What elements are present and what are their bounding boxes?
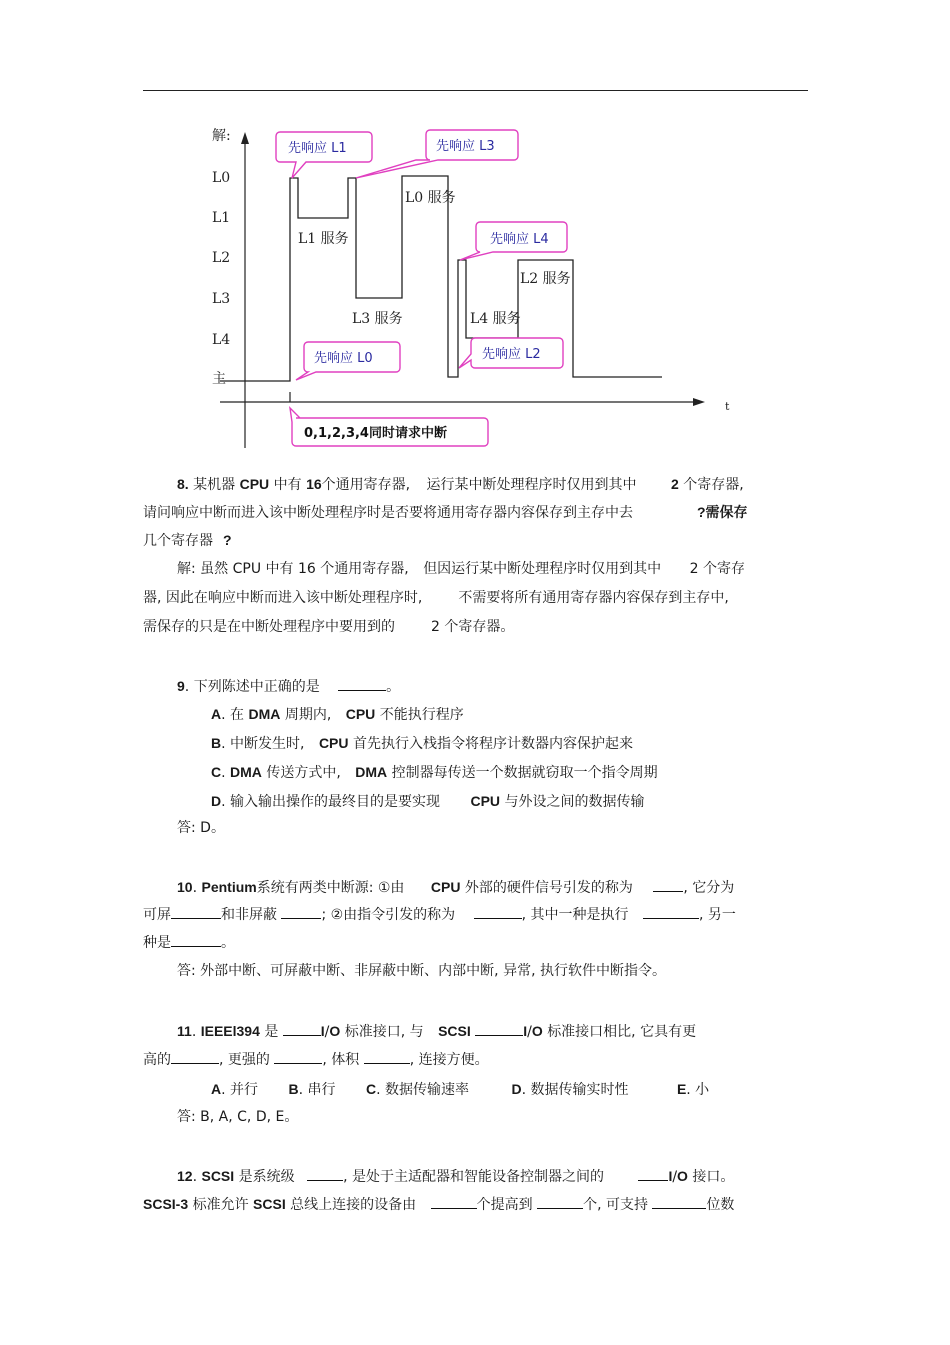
callout-l0-text: 先响应 L0 xyxy=(314,351,373,366)
q8-answer-text: 16 xyxy=(298,561,316,577)
x-axis-arrow xyxy=(693,398,705,406)
q11-text: / xyxy=(324,1024,330,1040)
q8-text: 中有 xyxy=(273,477,302,493)
q9-answer xyxy=(143,818,842,838)
q11-text: O xyxy=(531,1023,543,1039)
q11-blank-5 xyxy=(364,1049,410,1064)
callout-l2-text: 先响应 L2 xyxy=(482,347,541,362)
q8-number: 8. xyxy=(177,476,189,492)
q9-option-text: DMA xyxy=(248,706,281,722)
q9-option-text: CPU xyxy=(470,793,501,809)
q12-text: 接口。 xyxy=(692,1169,735,1185)
callout-l1-text: 先响应 L1 xyxy=(288,141,347,156)
q9-option-text: 与外设之间的数据传输 xyxy=(504,794,645,810)
q10-text: 种是 xyxy=(143,935,171,951)
q9-text: 。 xyxy=(386,679,401,695)
q12-text: 总线上连接的设备由 xyxy=(290,1197,417,1213)
q10-line-2 xyxy=(143,904,808,925)
q11-option-text: . 串行 xyxy=(298,1082,336,1098)
q11-answer xyxy=(143,1107,842,1127)
q10-text: Pentium xyxy=(201,879,257,895)
q11-line-1 xyxy=(143,1021,842,1042)
q11-text: , 体积 xyxy=(322,1052,360,1068)
service-label-l1: L1 服务 xyxy=(298,231,349,247)
q12-text: 是系统级 xyxy=(238,1169,295,1185)
q11-blank-4 xyxy=(274,1049,322,1064)
q11-text: SCSI xyxy=(438,1023,471,1039)
q9-option-text: 传送方式中, xyxy=(266,765,341,781)
q11-option-key: A xyxy=(211,1081,222,1097)
callout-l1 xyxy=(276,132,372,178)
callout-bottom-text: 0,1,2,3,4同时请求中断 xyxy=(304,426,447,441)
q8-answer-text: 解: xyxy=(177,561,196,577)
service-label-l3: L3 服务 xyxy=(352,311,403,327)
service-label-l4: L4 服务 xyxy=(470,311,521,327)
q8-answer-text: 器, 因此在响应中断而进入该中断处理程序时, xyxy=(143,590,423,606)
q9-option-d xyxy=(143,791,876,812)
q11-option-text: . 数据传输实时性 xyxy=(521,1082,629,1098)
q8-answer-3 xyxy=(143,617,808,637)
q9-stem xyxy=(143,676,842,697)
q12-text: / xyxy=(672,1169,678,1185)
service-label-l2: L2 服务 xyxy=(520,271,571,287)
q9-number: 9 xyxy=(177,678,185,694)
q12-number: 12 xyxy=(177,1168,193,1184)
y-axis-arrow xyxy=(241,132,249,144)
q9-option-text: 首先执行入栈指令将程序计数器内容保护起来 xyxy=(352,736,633,752)
callout-l2 xyxy=(459,338,563,368)
q10-text: , 另一 xyxy=(698,907,736,923)
q9-option-text: 不能执行程序 xyxy=(379,707,464,723)
q11-text: 标准接口相比, 它具有更 xyxy=(547,1024,697,1040)
q11-text: / xyxy=(527,1024,532,1040)
q11-text: 标准接口, 与 xyxy=(344,1024,424,1040)
q11-options xyxy=(143,1079,876,1100)
q8-text: 个通用寄存器, xyxy=(321,477,411,493)
q12-blank-1 xyxy=(307,1166,343,1181)
callout-l4-text: 先响应 L4 xyxy=(490,232,549,247)
q11-text: O xyxy=(329,1023,341,1039)
q11-option-key: E xyxy=(676,1081,687,1097)
q9-option-key: C xyxy=(211,764,222,780)
q8-answer-text: 中有 xyxy=(265,561,294,577)
q11-text: I xyxy=(523,1023,528,1039)
q9-option-c xyxy=(143,762,876,783)
q10-answer xyxy=(143,961,842,981)
q11-option-key: C xyxy=(365,1081,377,1097)
q11-answer-text: 答: B, A, C, D, E。 xyxy=(177,1109,299,1125)
q12-text: 个, 可支持 xyxy=(583,1197,648,1213)
level-label-main: 主 xyxy=(212,371,226,387)
q9-option-text: . 在 xyxy=(221,707,245,723)
q12-line-1 xyxy=(143,1166,842,1187)
q9-option-text: DMA xyxy=(355,764,388,780)
q9-option-b xyxy=(143,733,876,754)
q10-blank-6 xyxy=(171,932,221,947)
q12-blank-3 xyxy=(431,1194,477,1209)
q8-text: ?需保存 xyxy=(697,504,748,520)
q10-blank-3 xyxy=(281,904,321,919)
q10-text: ; ②由指令引发的称为 xyxy=(321,907,456,923)
q10-text: . xyxy=(192,880,198,896)
q8-answer-text: 不需要将所有通用寄存器内容保存到主存中, xyxy=(458,590,729,606)
q11-text: I xyxy=(320,1023,325,1039)
q9-option-key: B xyxy=(211,735,222,751)
q11-blank-2 xyxy=(475,1021,523,1036)
q10-blank-1 xyxy=(653,877,683,892)
header-rule xyxy=(143,90,808,91)
q11-text: , 更强的 xyxy=(219,1052,270,1068)
callout-l3 xyxy=(356,130,518,178)
q12-text: SCSI xyxy=(253,1196,286,1212)
q11-option-text: . 数据传输速率 xyxy=(376,1082,469,1098)
q8-answer-text: CPU xyxy=(232,561,262,577)
q10-text: 系统有两类中断源: ①由 xyxy=(256,880,405,896)
q9-text: . 下列陈述中正确的是 xyxy=(184,679,320,695)
q9-option-text: . 中断发生时, xyxy=(221,736,305,752)
q8-num2: 2 xyxy=(671,476,679,492)
q8-answer-text: 需保存的只是在中断处理程序中要用到的 xyxy=(143,619,395,635)
q11-text: 是 xyxy=(264,1024,279,1040)
q8-text: 某机器 xyxy=(193,477,236,493)
q10-text: 。 xyxy=(221,935,235,951)
q8-text: ? xyxy=(223,532,232,548)
q8-answer-1 xyxy=(143,559,842,579)
q8-answer-text: 2 个寄存器。 xyxy=(431,619,515,635)
q12-blank-4 xyxy=(537,1194,583,1209)
q11-option-text: . 小 xyxy=(686,1082,710,1098)
q8-answer-2 xyxy=(143,588,808,608)
q8-answer-text: 个寄存 xyxy=(703,561,746,577)
q10-text: CPU xyxy=(430,879,461,895)
q8-line-1 xyxy=(143,474,842,495)
q10-text: , 它分为 xyxy=(683,880,735,896)
q10-number: 10 xyxy=(177,879,193,895)
q10-text: 和非屏蔽 xyxy=(221,907,277,923)
q12-text: SCSI-3 xyxy=(143,1196,189,1212)
t-label: t xyxy=(725,400,730,413)
q8-answer-text: 虽然 xyxy=(200,561,229,577)
q11-option-key: B xyxy=(288,1081,299,1097)
callout-bottom xyxy=(290,408,488,446)
q8-answer-text: 个通用寄存器, xyxy=(320,561,409,577)
q12-text: , 是处于主适配器和智能设备控制器之间的 xyxy=(343,1169,604,1185)
q8-line-2 xyxy=(143,502,808,523)
q11-text: , 连接方便。 xyxy=(409,1052,489,1068)
service-label-l0: L0 服务 xyxy=(405,190,456,206)
q9-blank xyxy=(338,676,386,691)
q10-text: 外部的硬件信号引发的称为 xyxy=(464,880,633,896)
q8-text: 请问响应中断而进入该中断处理程序时是否要将通用寄存器内容保存到主存中去 xyxy=(143,505,633,521)
q11-blank-1 xyxy=(283,1021,321,1036)
q12-text: I xyxy=(668,1168,673,1184)
q10-line-1 xyxy=(143,877,842,898)
callout-l0 xyxy=(296,342,400,380)
level-label-l0: L0 xyxy=(212,170,231,186)
level-label-l3: L3 xyxy=(212,291,231,307)
callout-l4 xyxy=(460,222,567,260)
q11-line-2 xyxy=(143,1049,808,1070)
q8-text: 运行某中断处理程序时仅用到其中 xyxy=(426,477,637,493)
q11-text: IEEEl394 xyxy=(200,1023,260,1039)
q8-line-3 xyxy=(143,530,808,551)
q10-blank-5 xyxy=(643,904,699,919)
q12-blank-2 xyxy=(638,1166,668,1181)
q11-option-key: D xyxy=(511,1081,522,1097)
q9-option-text: 控制器每传送一个数据就窃取一个指令周期 xyxy=(391,765,658,781)
q8-cpu: CPU xyxy=(239,476,270,492)
q8-num16: 16 xyxy=(306,476,322,492)
q10-text: 可屏 xyxy=(143,907,171,923)
q10-answer-text: 答: 外部中断、可屏蔽中断、非屏蔽中断、内部中断, 异常, 执行软件中断指令。 xyxy=(177,963,666,979)
waveform xyxy=(220,176,662,381)
q9-option-text: DMA xyxy=(230,764,262,780)
q12-text: . xyxy=(192,1169,198,1185)
q12-text: 位数 xyxy=(706,1197,735,1213)
q11-option-text: . 并行 xyxy=(221,1082,259,1098)
q10-text: , 其中一种是执行 xyxy=(521,907,629,923)
q10-blank-4 xyxy=(474,904,522,919)
q12-blank-5 xyxy=(652,1194,706,1209)
interrupt-timing-diagram xyxy=(200,120,730,450)
q10-blank-2 xyxy=(171,904,221,919)
q9-option-text: CPU xyxy=(345,706,376,722)
q8-text: 个寄存器, xyxy=(683,477,744,493)
q11-number: 11 xyxy=(177,1023,192,1039)
label-jie: 解: xyxy=(212,128,231,144)
level-label-l4: L4 xyxy=(212,332,231,348)
q11-text: 高的 xyxy=(143,1052,171,1068)
q12-line-2 xyxy=(143,1194,808,1215)
q12-text: SCSI xyxy=(201,1168,235,1184)
q8-answer-text: 但因运行某中断处理程序时仅用到其中 xyxy=(423,561,662,577)
q9-option-key: A xyxy=(211,706,222,722)
level-label-l2: L2 xyxy=(212,250,231,266)
level-label-l1: L1 xyxy=(212,210,231,226)
q9-option-a xyxy=(143,704,876,725)
q9-option-text: . 输入输出操作的最终目的是要实现 xyxy=(221,794,441,810)
q11-blank-3 xyxy=(171,1049,219,1064)
q10-line-3 xyxy=(143,932,808,953)
q9-option-text: . xyxy=(221,765,226,781)
q8-answer-text: 2 xyxy=(689,561,699,577)
q8-text: 几个寄存器 xyxy=(143,533,213,549)
q12-text: 个提高到 xyxy=(476,1197,533,1213)
q9-option-text: CPU xyxy=(318,735,349,751)
callout-l3-text: 先响应 L3 xyxy=(436,139,495,154)
q12-text: O xyxy=(677,1168,688,1184)
q12-text: 标准允许 xyxy=(192,1197,249,1213)
q9-option-text: 周期内, xyxy=(284,707,332,723)
q11-text: . xyxy=(191,1024,197,1040)
q9-option-key: D xyxy=(211,793,222,809)
q9-answer-text: 答: D。 xyxy=(177,820,225,836)
